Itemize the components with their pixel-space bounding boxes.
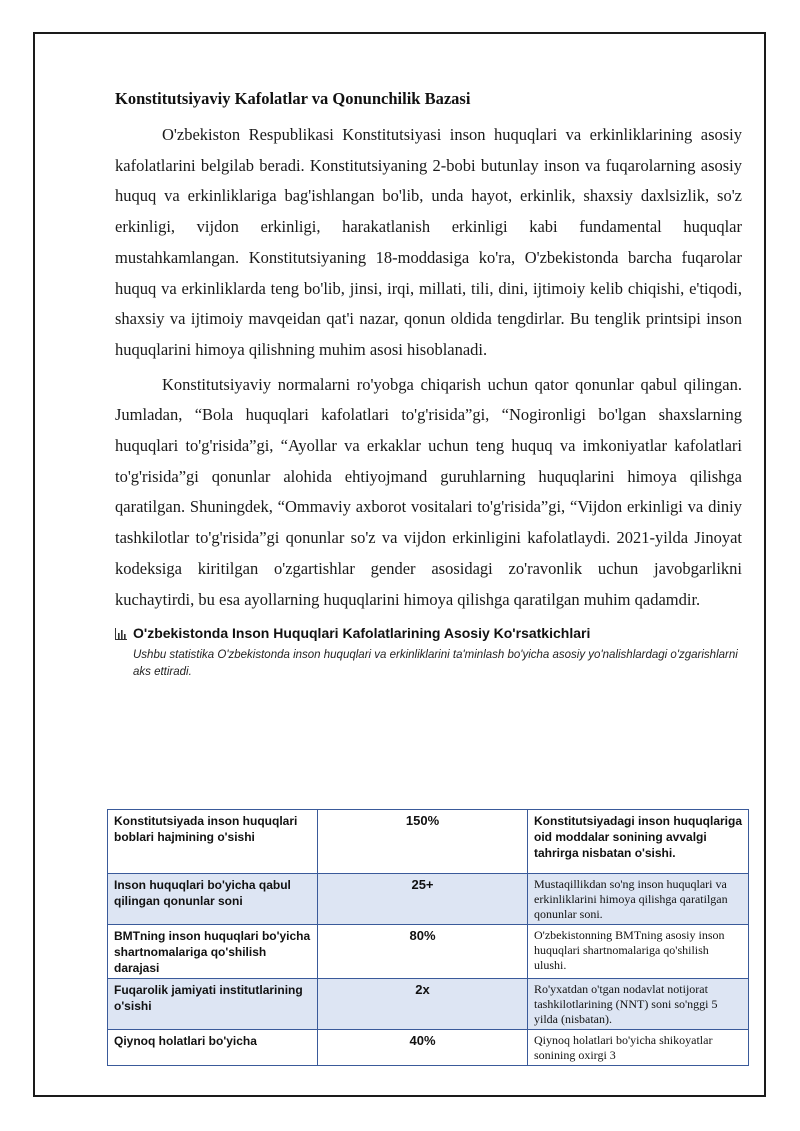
paragraph-laws: Konstitutsiyaviy normalarni ro'yobga chiqarish uchun qator qonunlar qabul qilingan. Jumladan, “Bola huquqlari kafolatlari to'g'risida”gi, “Nogironligi bo'lgan shaxslarning huquqlari to'g'risida”gi, “Ayollar va erkaklar uchun teng huquq va imkoniyatlar kafolatlari to'g'risida”gi qonunlar alohida ehtiyojmand guruhlarning huquqlarini himoya qilishga qaratilgan. Shuningdek, “Ommaviy axborot vositalari to'g'risida”gi, “Vijdon erkinligi va diniy tashkilotlar to'g'risida”gi qonunlar so'z va vijdon erkinligini kafolatlaydi. 2021-yilda Jinoyat kodeksiga kiritilgan o'zgartishlar gender asosidagi zo'ravonlik uchun javobgarlikni kuchaytirdi, bu esa ayollarning huquqlarini himoya qilishga qaratilgan muhim qadamdir. [115, 374, 742, 609]
value-cell: 25+ [318, 874, 528, 925]
table-row [108, 810, 749, 874]
figure-title-text: O'zbekistonda Inson Huquqlari Kafolatlarining Asosiy Ko'rsatkichlari [133, 625, 591, 642]
indicator-cell: Qiynoq holatlari bo'yicha [108, 1030, 318, 1066]
figure-title [115, 625, 742, 641]
note-cell: Qiynoq holatlari bo'yicha shikoyatlar sonining oxirgi 3 [528, 1030, 749, 1066]
value-cell: 80% [318, 925, 528, 979]
bar-chart-icon [115, 627, 127, 639]
table-row [108, 979, 749, 1030]
note-cell: O'zbekistonning BMTning asosiy inson huquqlari shartnomalariga qo'shilish ulushi. [528, 925, 749, 979]
figure-description: Ushbu statistika O'zbekistonda inson huquqlari va erkinliklarini ta'minlash bo'yicha asosiy yo'nalishlardagi o'zgarishlarni aks ettiradi. [133, 649, 738, 679]
table-row [108, 925, 749, 979]
table-row [108, 1030, 749, 1066]
document-body [115, 88, 742, 685]
indicator-cell: BMTning inson huquqlari bo'yicha shartnomalariga qo'shilish darajasi [108, 925, 318, 979]
paragraph-constitution: O'zbekiston Respublikasi Konstitutsiyasi inson huquqlari va erkinliklarining asosiy kafolatlarini belgilab beradi. Konstitutsiyaning 2-bobi butunlay inson va fuqarolarning asosiy huquq va erkinliklariga bag'ishlangan bo'lib, unda hayot, erkinlik, shaxsiy daxlsizlik, so'z erkinligi, vijdon erkinligi, harakatlanish erkinligi kabi fundamental huquqlar mustahkamlangan. Konstitutsiyaning 18-moddasiga ko'ra, O'zbekistonda barcha fuqarolar huquq va erkinliklarda teng bo'lib, jinsi, irqi, millati, tili, dini, ijtimoiy kelib chiqishi, e'tiqodi, shaxsiy va ijtimoiy mavqeidan qat'i nazar, qonun oldida tengdirlar. Bu tenglik printsipi inson huquqlarini himoya qilishning muhim asosi hisoblanadi. [115, 125, 742, 359]
note-cell: Konstitutsiyadagi inson huquqlariga oid moddalar sonining avvalgi tahrirga nisbatan o'sishi. [528, 810, 749, 874]
table-row [108, 874, 749, 925]
note-cell: Mustaqillikdan so'ng inson huquqlari va erkinliklarini himoya qilishga qaratilgan qonunlar soni. [528, 874, 749, 925]
indicators-table [107, 809, 749, 1066]
value-cell: 40% [318, 1030, 528, 1066]
value-cell: 150% [318, 810, 528, 874]
indicator-cell: Fuqarolik jamiyati institutlarining o'sishi [108, 979, 318, 1030]
note-cell: Ro'yxatdan o'tgan nodavlat notijorat tashkilotlarining (NNT) soni so'nggi 5 yilda (nisbatan). [528, 979, 749, 1030]
indicator-cell: Inson huquqlari bo'yicha qabul qilingan qonunlar soni [108, 874, 318, 925]
indicator-cell: Konstitutsiyada inson huquqlari boblari hajmining o'sishi [108, 810, 318, 874]
value-cell: 2x [318, 979, 528, 1030]
section-heading: Konstitutsiyaviy Kafolatlar va Qonunchilik Bazasi [115, 89, 471, 108]
